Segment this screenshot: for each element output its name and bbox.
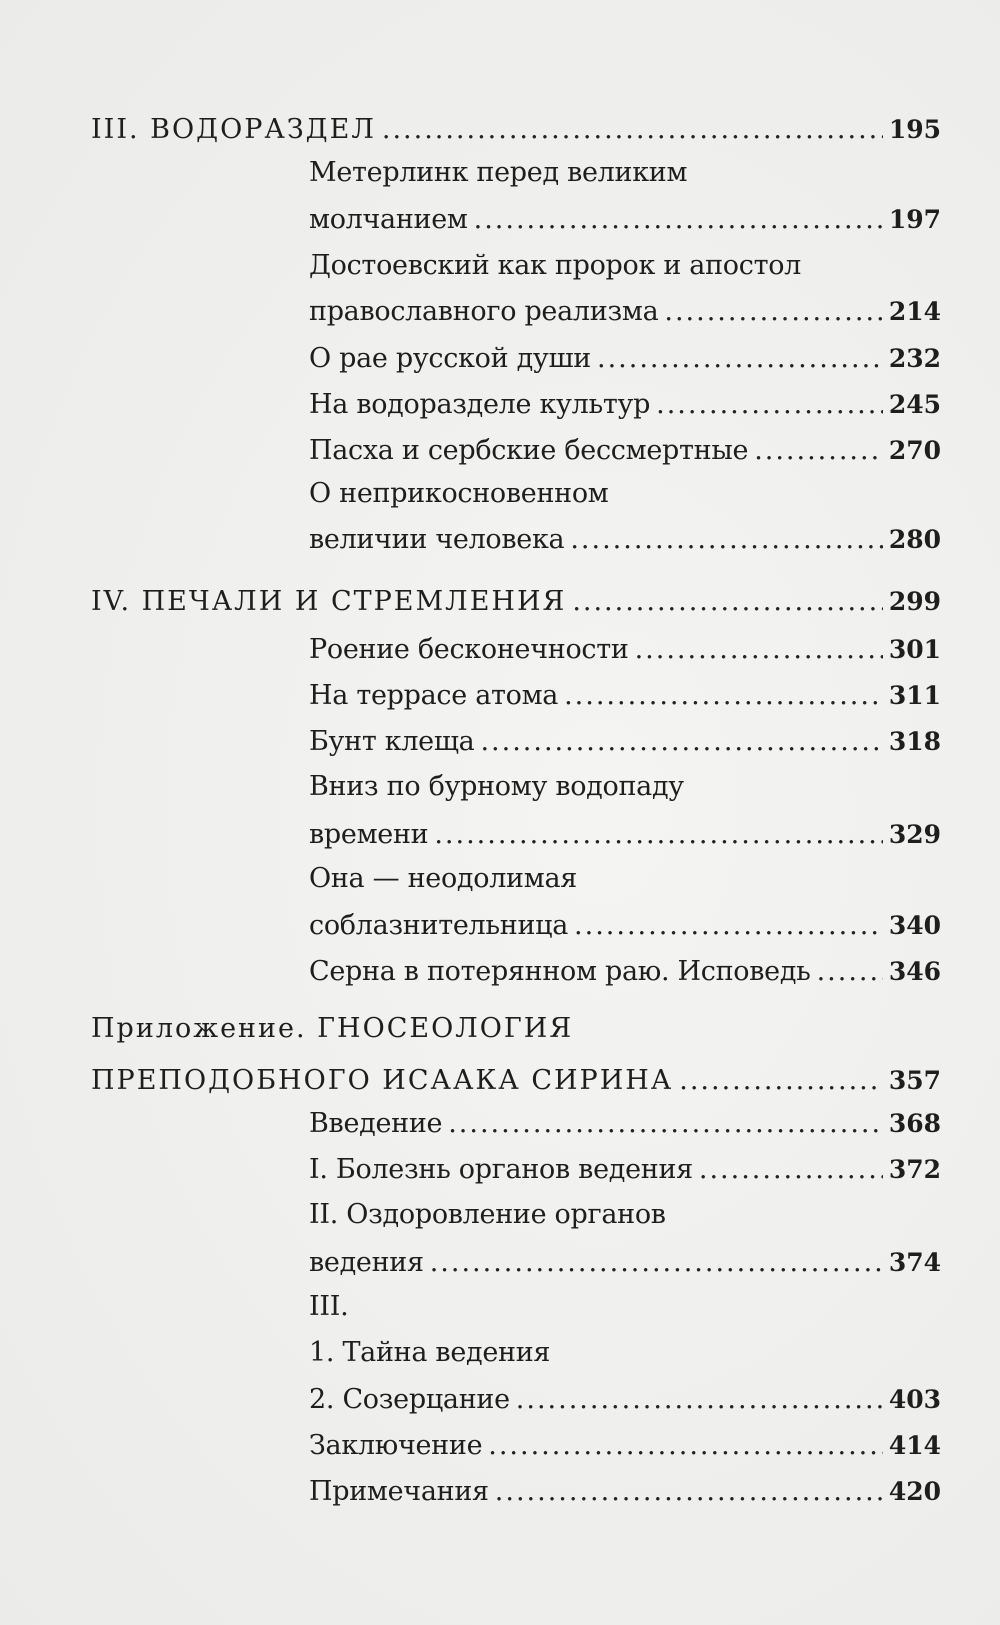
dot-leader xyxy=(448,1106,883,1142)
toc-entry xyxy=(309,1289,941,1325)
toc-entry-title: Вниз по бурному водопаду xyxy=(309,771,684,802)
toc-entry-title: православного реализма xyxy=(309,296,659,327)
toc-entry-title: величии человека xyxy=(309,524,565,555)
toc-entry-title: Приложение. ГНОСЕОЛОГИЯ xyxy=(91,1013,574,1044)
toc-page-number: 301 xyxy=(888,635,941,664)
toc-page-number: 340 xyxy=(888,911,941,940)
toc-page-number: 414 xyxy=(888,1431,941,1460)
toc-entry-title: молчанием xyxy=(309,204,468,235)
dot-leader xyxy=(817,954,883,990)
toc-entry-title: соблазнительница xyxy=(309,910,569,941)
dot-leader xyxy=(495,1474,883,1510)
toc-entry xyxy=(309,294,941,330)
toc-entry-title: ПРЕПОДОБНОГО ИСААКА СИРИНА xyxy=(91,1065,674,1096)
toc-entry xyxy=(309,1197,941,1233)
toc-section-heading xyxy=(91,1011,941,1047)
dot-leader xyxy=(635,632,883,668)
dot-leader xyxy=(430,1245,883,1281)
toc-entry-title: На водоразделе культур xyxy=(309,389,651,420)
toc-page-number: 403 xyxy=(888,1385,941,1414)
toc-page-number: 372 xyxy=(888,1155,941,1184)
toc-entry-title: О неприкосновенном xyxy=(309,478,609,509)
toc-entry xyxy=(309,248,941,284)
toc-page-number: 311 xyxy=(888,681,941,710)
toc-entry xyxy=(309,202,941,238)
dot-leader xyxy=(488,1428,883,1464)
dot-leader xyxy=(480,724,882,760)
toc-entry-title: III. xyxy=(309,1291,349,1322)
toc-entry xyxy=(309,678,941,714)
toc-entry-title: Достоевский как пророк и апостол xyxy=(309,250,802,281)
toc-entry xyxy=(309,632,941,668)
toc-entry-title: На террасе атома xyxy=(309,680,559,711)
toc-page-number: 232 xyxy=(888,344,941,373)
toc-entry xyxy=(309,769,941,805)
toc-section-heading xyxy=(91,112,941,148)
toc-page-number: 280 xyxy=(888,525,941,554)
toc-entry-title: 2. Созерцание xyxy=(309,1384,510,1415)
toc-page-number: 195 xyxy=(888,115,941,144)
toc-page-number: 346 xyxy=(888,957,941,986)
toc-page-number: 245 xyxy=(888,390,941,419)
dot-leader xyxy=(572,584,883,620)
toc-entry-title: IV. ПЕЧАЛИ И СТРЕМЛЕНИЯ xyxy=(91,586,567,617)
dot-leader xyxy=(564,678,883,714)
toc-entry-title: Серна в потерянном раю. Исповедь xyxy=(309,956,811,987)
toc-entry xyxy=(309,861,941,897)
dot-leader xyxy=(382,112,883,148)
toc-entry xyxy=(309,341,941,377)
toc-entry xyxy=(309,1106,941,1142)
dot-leader xyxy=(656,387,883,423)
toc-section-heading xyxy=(91,584,941,620)
toc-entry-title: 1. Тайна ведения xyxy=(309,1337,551,1368)
dot-leader xyxy=(434,817,882,853)
toc-entry-title: Бунт клеща xyxy=(309,726,475,757)
toc-entry-title: Метерлинк перед великим xyxy=(309,157,688,188)
toc-entry-title: Роение бесконечности xyxy=(309,634,629,665)
toc-page-number: 214 xyxy=(888,297,941,326)
toc-entry xyxy=(309,724,941,760)
toc-page-number: 270 xyxy=(888,436,941,465)
dot-leader xyxy=(679,1063,883,1099)
toc-entry xyxy=(309,908,941,944)
toc-entry-title: II. Оздоровление органов xyxy=(309,1199,666,1230)
dot-leader xyxy=(474,202,883,238)
toc-page-number: 357 xyxy=(888,1066,941,1095)
toc-entry-title: I. Болезнь органов ведения xyxy=(309,1154,693,1185)
dot-leader xyxy=(754,433,883,469)
dot-leader xyxy=(574,908,883,944)
toc-page-number: 197 xyxy=(888,205,941,234)
dot-leader xyxy=(664,294,882,330)
toc-page-number: 368 xyxy=(888,1109,941,1138)
toc-entry-title: Пасха и сербские бессмертные xyxy=(309,435,749,466)
toc-entry-title: Примечания xyxy=(309,1476,489,1507)
toc-entry xyxy=(309,155,941,191)
toc-entry-title: ведения xyxy=(309,1247,424,1278)
toc-entry xyxy=(309,954,941,990)
toc-entry xyxy=(309,1152,941,1188)
dot-leader xyxy=(570,522,882,558)
toc-page-number: 374 xyxy=(888,1248,941,1277)
toc-entry xyxy=(309,1428,941,1464)
toc-entry xyxy=(309,1382,941,1418)
toc-section-heading xyxy=(91,1063,941,1099)
toc-entry-title: Она — неодолимая xyxy=(309,863,577,894)
dot-leader xyxy=(699,1152,883,1188)
toc-entry-title: III. ВОДОРАЗДЕЛ xyxy=(91,114,376,145)
toc-entry xyxy=(309,476,941,512)
toc-entry xyxy=(309,1335,941,1371)
toc-entry-title: О рае русской души xyxy=(309,343,591,374)
toc-entry xyxy=(309,1474,941,1510)
toc-page-number: 420 xyxy=(888,1477,941,1506)
toc-entry xyxy=(309,387,941,423)
toc-entry xyxy=(309,1245,941,1281)
toc-entry-title: Заключение xyxy=(309,1430,483,1461)
dot-leader xyxy=(597,341,883,377)
toc-entry xyxy=(309,817,941,853)
toc-entry xyxy=(309,433,941,469)
toc-page-number: 299 xyxy=(888,587,941,616)
toc-page-number: 318 xyxy=(888,727,941,756)
toc-entry xyxy=(309,522,941,558)
toc-page-number: 329 xyxy=(888,820,941,849)
toc-entry-title: Введение xyxy=(309,1108,443,1139)
toc-entry-title: времени xyxy=(309,819,429,850)
dot-leader xyxy=(516,1382,883,1418)
